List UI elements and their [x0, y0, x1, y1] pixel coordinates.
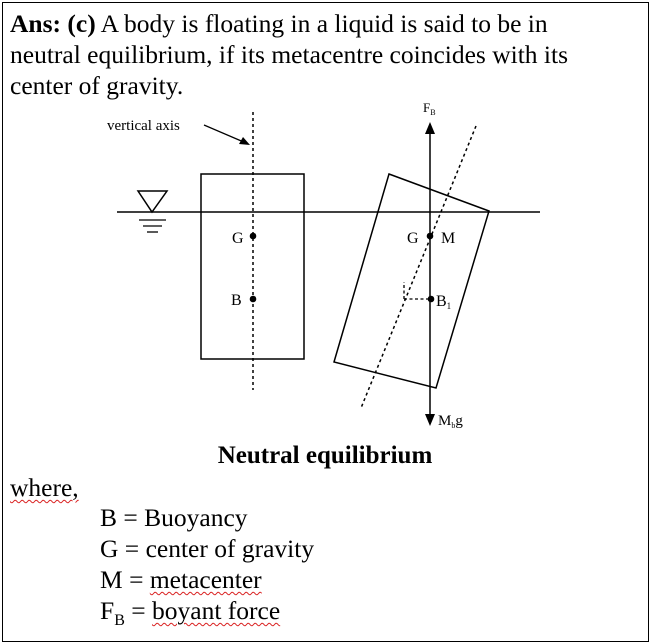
definition-fb: $F_B$ = boyant force	[100, 596, 281, 630]
upright-body	[201, 174, 304, 359]
right-gm-point	[427, 233, 434, 240]
diagram-caption: Neutral equilibrium	[217, 442, 433, 469]
vertical-axis-label: vertical axis	[107, 118, 180, 134]
fb-label: $F_B$	[423, 100, 436, 117]
b1-label: B1	[436, 293, 452, 311]
weight-arrow	[425, 300, 435, 426]
answer-line-3: center of gravity.	[10, 71, 184, 100]
answer-label: Ans: (c)	[10, 9, 96, 38]
b1-point	[428, 296, 435, 303]
vertical-axis-pointer	[204, 125, 250, 145]
answer-text-1: A body is floating in a liquid is said to be in	[100, 9, 548, 38]
weight-label: $M_bg$	[438, 413, 463, 430]
left-b-point	[250, 296, 257, 303]
left-g-label: G	[232, 230, 244, 247]
where-label: where,	[10, 473, 79, 502]
right-m-label: M	[441, 230, 456, 247]
definition-g: G = center of gravity	[100, 534, 315, 563]
left-g-point	[250, 233, 257, 240]
tilted-body-axis	[361, 126, 476, 408]
left-b-label: B	[231, 292, 242, 309]
answer-line-2: neutral equilibrium, if its metacentre coincides with its	[10, 40, 569, 69]
tilted-body	[334, 174, 489, 388]
right-g-label: G	[407, 230, 419, 247]
definition-m: M = metacenter	[100, 565, 262, 594]
buoyant-force-arrow	[425, 122, 435, 300]
definition-b: B = Buoyancy	[100, 503, 248, 532]
